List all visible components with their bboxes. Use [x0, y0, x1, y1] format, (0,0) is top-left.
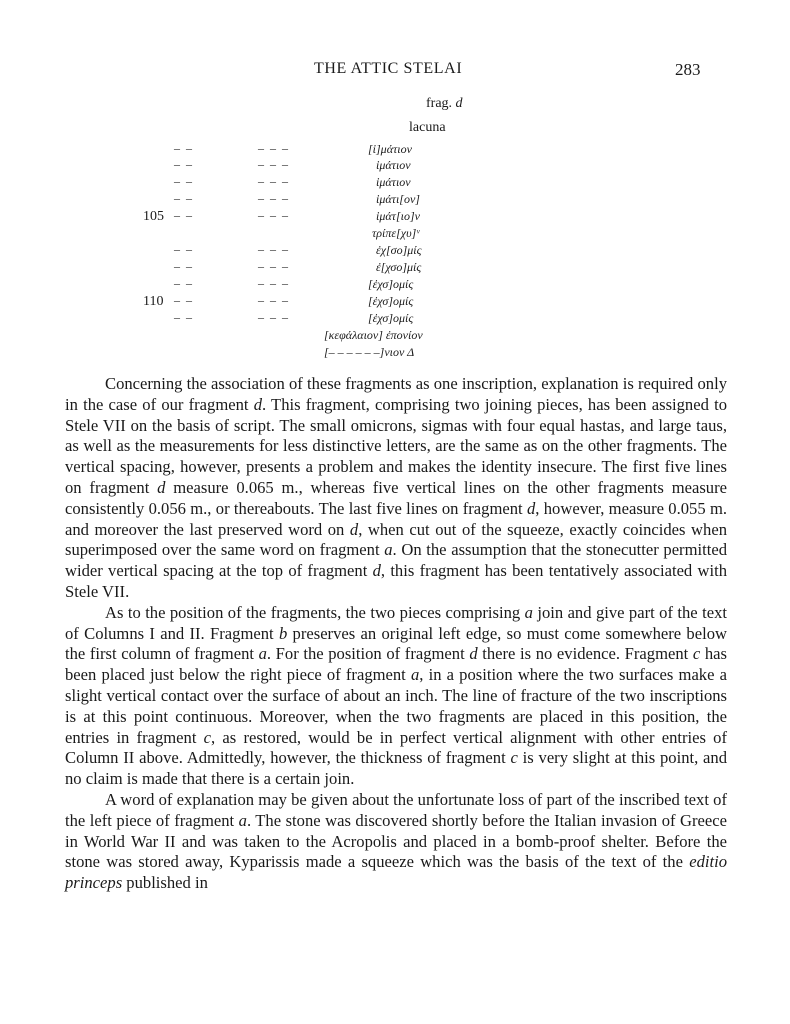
italic-run: b — [278, 623, 288, 643]
italic-run: a — [238, 810, 247, 830]
running-head — [0, 60, 790, 84]
dash-column-1: – – — [174, 208, 194, 222]
italic-run: c — [692, 644, 701, 664]
body-text — [65, 374, 727, 894]
italic-run: d — [349, 519, 359, 539]
running-title: THE ATTIC STELAI — [314, 60, 463, 77]
italic-run: d — [253, 394, 263, 414]
italic-run: a — [410, 665, 420, 685]
text-run: published in — [122, 873, 208, 893]
text-run: , however, measure 0.055 m. and moreover the last preserved word on — [65, 498, 728, 539]
text-run: . For the position of fragment — [266, 644, 470, 664]
text-run: . On the assumption that the stonecutter permitted wider vertical spacing at the top of fragment — [65, 540, 727, 581]
text-run: , when cut out of the squeeze, exactly coincides when superimposed over the same word on fragment — [65, 519, 727, 560]
greek-entry: τρίπε[χυ]ᵛ — [372, 226, 420, 240]
lacuna-label: lacuna — [409, 120, 446, 135]
greek-entry: ἐχ[σο]μίς — [376, 243, 422, 257]
italic-run: a — [258, 644, 267, 664]
text-run: A word of explanation may be given about the unfortunate loss of part of the inscribed text of the left piece of fragment — [65, 789, 727, 830]
text-run: is very slight at this point, and no claim is made that there is a certain join. — [65, 748, 727, 789]
text-run: As to the position of the fragments, the two pieces comprising — [105, 602, 525, 622]
greek-entry: ἱμάτι[ον] — [376, 192, 420, 206]
text-run: Concerning the association of these fragments as one inscription, explanation is required only in the case of our fragment — [65, 374, 727, 414]
dash-column-2: – – – — [258, 276, 290, 290]
dash-column-1: – – — [174, 174, 194, 188]
text-run: , this fragment has been tentatively associated with Stele VII. — [65, 561, 728, 601]
dash-column-2: – – – — [258, 157, 290, 171]
dash-column-2: – – – — [258, 174, 290, 188]
text-run: there is no evidence. Fragment — [477, 644, 693, 664]
dash-column-2: – – – — [258, 141, 290, 155]
dash-column-1: – – — [174, 276, 194, 290]
dash-column-1: – – — [174, 242, 194, 256]
text-run: . This fragment, comprising two joining pieces, has been assigned to Stele VII on the basis of script. The small omicrons, sigmas with four equal hastas, and large taus, as well as the measurements for less distinctive letters, are the same as on the other fragments. The vertical spacing, however, presents a problem and makes the identity insecure. The first five lines on fragment — [65, 394, 727, 497]
text-run: , in a position where the two surfaces make a slight vertical contact over the surface of about an inch. The line of fracture of the two inscriptions is at this point continuous. Moreover, when the two fragments are placed in this position, the entries in fragment — [65, 665, 727, 747]
italic-run: editio princeps — [65, 852, 727, 893]
dash-column-2: – – – — [258, 242, 290, 256]
italic-run: d — [469, 644, 478, 664]
greek-entry: [ἱ]μάτιον — [368, 142, 412, 156]
greek-entry: ἱμάτ[ιο]ν — [376, 209, 420, 223]
dash-column-1: – – — [174, 157, 194, 171]
paragraph-association — [65, 374, 727, 603]
dash-column-2: – – – — [258, 259, 290, 273]
inscription-row — [0, 345, 790, 365]
italic-run: d — [372, 561, 381, 581]
greek-entry: [ἐχσ]ομίς — [368, 277, 414, 291]
italic-run: c — [203, 727, 212, 747]
fragment-label-letter: d — [455, 96, 463, 111]
text-run: measure 0.065 m., whereas five vertical lines on the other fragments measure consistently 0.056 m., or thereabouts. The last five lines on fragment — [65, 477, 727, 518]
page-number: 283 — [675, 60, 701, 79]
text-run: has been placed just below the right piece of fragment — [65, 644, 727, 685]
greek-entry: ἱμάτιον — [376, 175, 411, 189]
greek-entry: ἱμάτιον — [376, 158, 411, 172]
dash-column-2: – – – — [258, 310, 290, 324]
text-run: . The stone was discovered shortly before the Italian invasion of Greece in World War II and was taken to the Acropolis and placed in a bomb-proof shelter. Before the stone was stored away, Kyparissis made a squeeze which was the basis of the text of the — [65, 810, 727, 872]
dash-column-2: – – – — [258, 191, 290, 205]
fragment-label — [426, 96, 463, 112]
dash-column-1: – – — [174, 293, 194, 307]
italic-run: d — [526, 498, 536, 518]
greek-entry: [ἐχσ]ομίς — [368, 294, 414, 308]
dash-column-1: – – — [174, 310, 194, 324]
text-run: , as restored, would be in perfect vertical alignment with other entries of Column II above. Admittedly, however, the thickness of fragment — [65, 727, 727, 768]
dash-column-2: – – – — [258, 208, 290, 222]
greek-entry: [– – – – – –]νιον Δ — [324, 345, 415, 359]
greek-entry: ἐ[χσο]μίς — [376, 260, 422, 274]
paragraph-position — [65, 603, 727, 790]
italic-run: c — [510, 748, 518, 768]
text-run: preserves an original left edge, so must come somewhere below the first column of fragment — [65, 623, 727, 664]
italic-run: a — [384, 540, 393, 560]
italic-run: a — [524, 602, 533, 622]
text-run: join and give part of the text of Columns I and II. Fragment — [65, 602, 727, 643]
dash-column-1: – – — [174, 259, 194, 273]
fragment-label-prefix: frag. — [426, 96, 453, 111]
line-number: 110 — [143, 294, 164, 309]
dash-column-1: – – — [174, 191, 194, 205]
line-number: 105 — [143, 209, 164, 224]
greek-entry: [κεφάλαιον] ἐπονίον — [324, 328, 423, 342]
dash-column-1: – – — [174, 141, 194, 155]
paragraph-loss — [65, 790, 727, 894]
italic-run: d — [157, 477, 166, 497]
greek-entry: [ἐχσ]ομίς — [368, 311, 414, 325]
dash-column-2: – – – — [258, 293, 290, 307]
